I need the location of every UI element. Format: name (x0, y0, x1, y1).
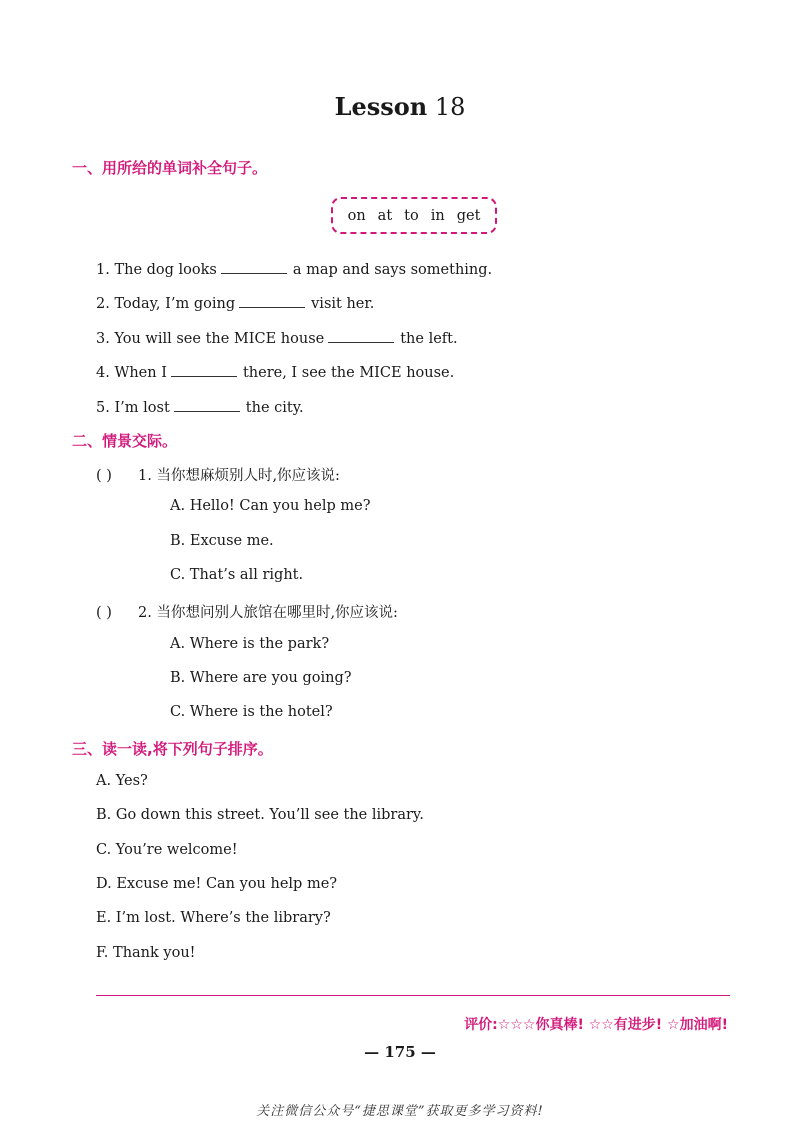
option: B. Excuse me. (170, 533, 274, 549)
fill-item-3: 3. You will see the MICE house the left. (96, 327, 458, 347)
fill-item-5: 5. I’m lost the city. (96, 396, 304, 416)
page-number: — 175 — (364, 1043, 436, 1061)
fill-item-4: 4. When I there, I see the MICE house. (96, 361, 454, 381)
word-bank-word: at (377, 207, 393, 224)
choice-question-2 (96, 601, 398, 622)
question-prompt: 1. 当你想麻烦别人时,你应该说: (138, 468, 340, 484)
answer-blank[interactable] (221, 258, 287, 274)
answer-blank[interactable] (171, 361, 237, 377)
word-bank-word: in (430, 207, 445, 224)
divider (96, 995, 730, 996)
sentence-item: B. Go down this street. You’ll see the library. (96, 807, 424, 823)
section1-heading: 一、用所给的单词补全句子。 (72, 159, 268, 177)
option: B. Where are you going? (170, 670, 352, 686)
option: A. Where is the park? (170, 636, 330, 652)
section3-heading: 三、读一读,将下列句子排序。 (72, 740, 273, 758)
answer-paren[interactable]: ( ) (96, 605, 112, 621)
sentence-item: D. Excuse me! Can you help me? (96, 876, 338, 892)
answer-blank[interactable] (174, 396, 240, 412)
sentence-item: A. Yes? (96, 773, 148, 789)
word-bank-word: on (347, 207, 366, 224)
option: A. Hello! Can you help me? (170, 498, 371, 514)
word-bank-word: to (404, 207, 419, 224)
fill-item-2: 2. Today, I’m going visit her. (96, 292, 374, 312)
question-prompt: 2. 当你想问别人旅馆在哪里时,你应该说: (138, 605, 398, 621)
answer-blank[interactable] (239, 292, 305, 308)
lesson-title-number: 18 (434, 93, 466, 121)
answer-paren[interactable]: ( ) (96, 468, 112, 484)
lesson-title-word: Lesson (334, 92, 428, 121)
choice-question-1 (96, 464, 340, 485)
section2-heading: 二、情景交际。 (72, 432, 178, 450)
fill-item-1: 1. The dog looks a map and says something. (96, 258, 492, 278)
sentence-item: F. Thank you! (96, 945, 196, 961)
footer-note: 关注微信公众号“捷思课堂”获取更多学习资料! (256, 1104, 544, 1119)
word-bank (331, 197, 497, 234)
sentence-item: C. You’re welcome! (96, 842, 238, 858)
word-bank-word: get (456, 207, 481, 224)
evaluation-line: 评价:☆☆☆你真棒! ☆☆有进步! ☆加油啊! (464, 1017, 728, 1033)
sentence-item: E. I’m lost. Where’s the library? (96, 910, 331, 926)
lesson-title (0, 92, 800, 121)
option: C. That’s all right. (170, 567, 304, 583)
answer-blank[interactable] (328, 327, 394, 343)
option: C. Where is the hotel? (170, 704, 333, 720)
